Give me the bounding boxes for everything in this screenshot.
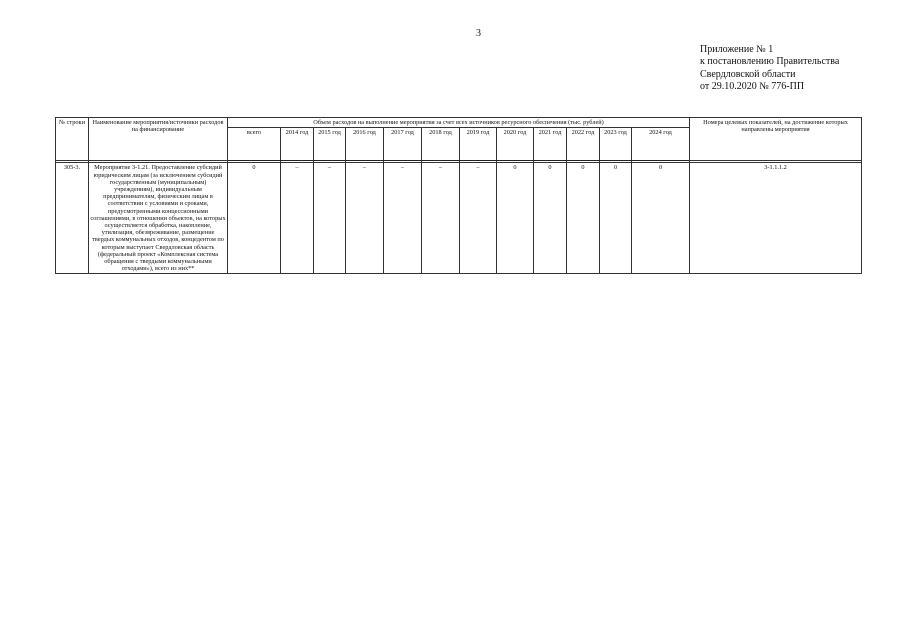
header-year-2019: 2019 год bbox=[460, 128, 497, 161]
header-total: всего bbox=[228, 128, 281, 161]
header-year-2024: 2024 год bbox=[632, 128, 690, 161]
row-targets: 3-1.1.1.2 bbox=[690, 163, 862, 274]
appendix-line-4: от 29.10.2020 № 776-ПП bbox=[700, 81, 805, 93]
row-value-2017: – bbox=[384, 163, 422, 274]
header-volume: Объем расходов на выполнение мероприятия за счет всех источников ресурсного обеспечения (тыс. рублей) bbox=[228, 118, 690, 128]
header-year-2023: 2023 год bbox=[600, 128, 632, 161]
row-value-2016: – bbox=[346, 163, 384, 274]
appendix-line-1: Приложение № 1 bbox=[700, 44, 774, 55]
row-description: Мероприятие 3-1.21. Предоставление субсидий юридическим лицам (за исключением субсидий государственным (муниципальным) учреждениям), индивидуальным предпринимателям, физическим лицам в соответствии с условиями и сроками, предусмотренными концессионными соглашениями, в отношении объектов, на которых осуществляется обработка, накопление, утилизация, обезвреживание, размещение твердых коммунальных отходов, концедентом по которым выступает Свердловская область (федеральный проект «Комплексная система обращения с твердыми коммунальными отходами»), всего из них** bbox=[90, 164, 226, 273]
header-year-2014: 2014 год bbox=[281, 128, 314, 161]
row-total: 0 bbox=[228, 163, 281, 274]
header-year-2016: 2016 год bbox=[346, 128, 384, 161]
header-year-2018: 2018 год bbox=[422, 128, 460, 161]
row-value-2020: 0 bbox=[497, 163, 534, 274]
appendix-line-2: к постановлению Правительства bbox=[700, 56, 840, 68]
row-value-2022: 0 bbox=[567, 163, 600, 274]
table-row bbox=[56, 163, 862, 274]
header-year-2017: 2017 год bbox=[384, 128, 422, 161]
header-name: Наименование мероприятия/источники расходов на финансирование bbox=[89, 118, 228, 161]
header-row-number: № строки bbox=[56, 118, 89, 161]
appendix-block bbox=[700, 44, 839, 94]
row-value-2024: 0 bbox=[632, 163, 690, 274]
row-value-2021: 0 bbox=[534, 163, 567, 274]
row-number: 305-3. bbox=[56, 163, 89, 274]
header-year-2015: 2015 год bbox=[314, 128, 346, 161]
row-value-2019: – bbox=[460, 163, 497, 274]
row-value-2023: 0 bbox=[600, 163, 632, 274]
table-header-row-1 bbox=[56, 118, 862, 128]
row-value-2018: – bbox=[422, 163, 460, 274]
page-number: 3 bbox=[476, 28, 481, 39]
row-value-2015: – bbox=[314, 163, 346, 274]
appendix-line-3: Свердловской области bbox=[700, 68, 796, 80]
header-targets: Номера целевых показателей, на достижение которых направлены мероприятия bbox=[690, 118, 862, 161]
header-year-2020: 2020 год bbox=[497, 128, 534, 161]
budget-table bbox=[55, 117, 862, 274]
header-year-2021: 2021 год bbox=[534, 128, 567, 161]
header-year-2022: 2022 год bbox=[567, 128, 600, 161]
row-value-2014: – bbox=[281, 163, 314, 274]
